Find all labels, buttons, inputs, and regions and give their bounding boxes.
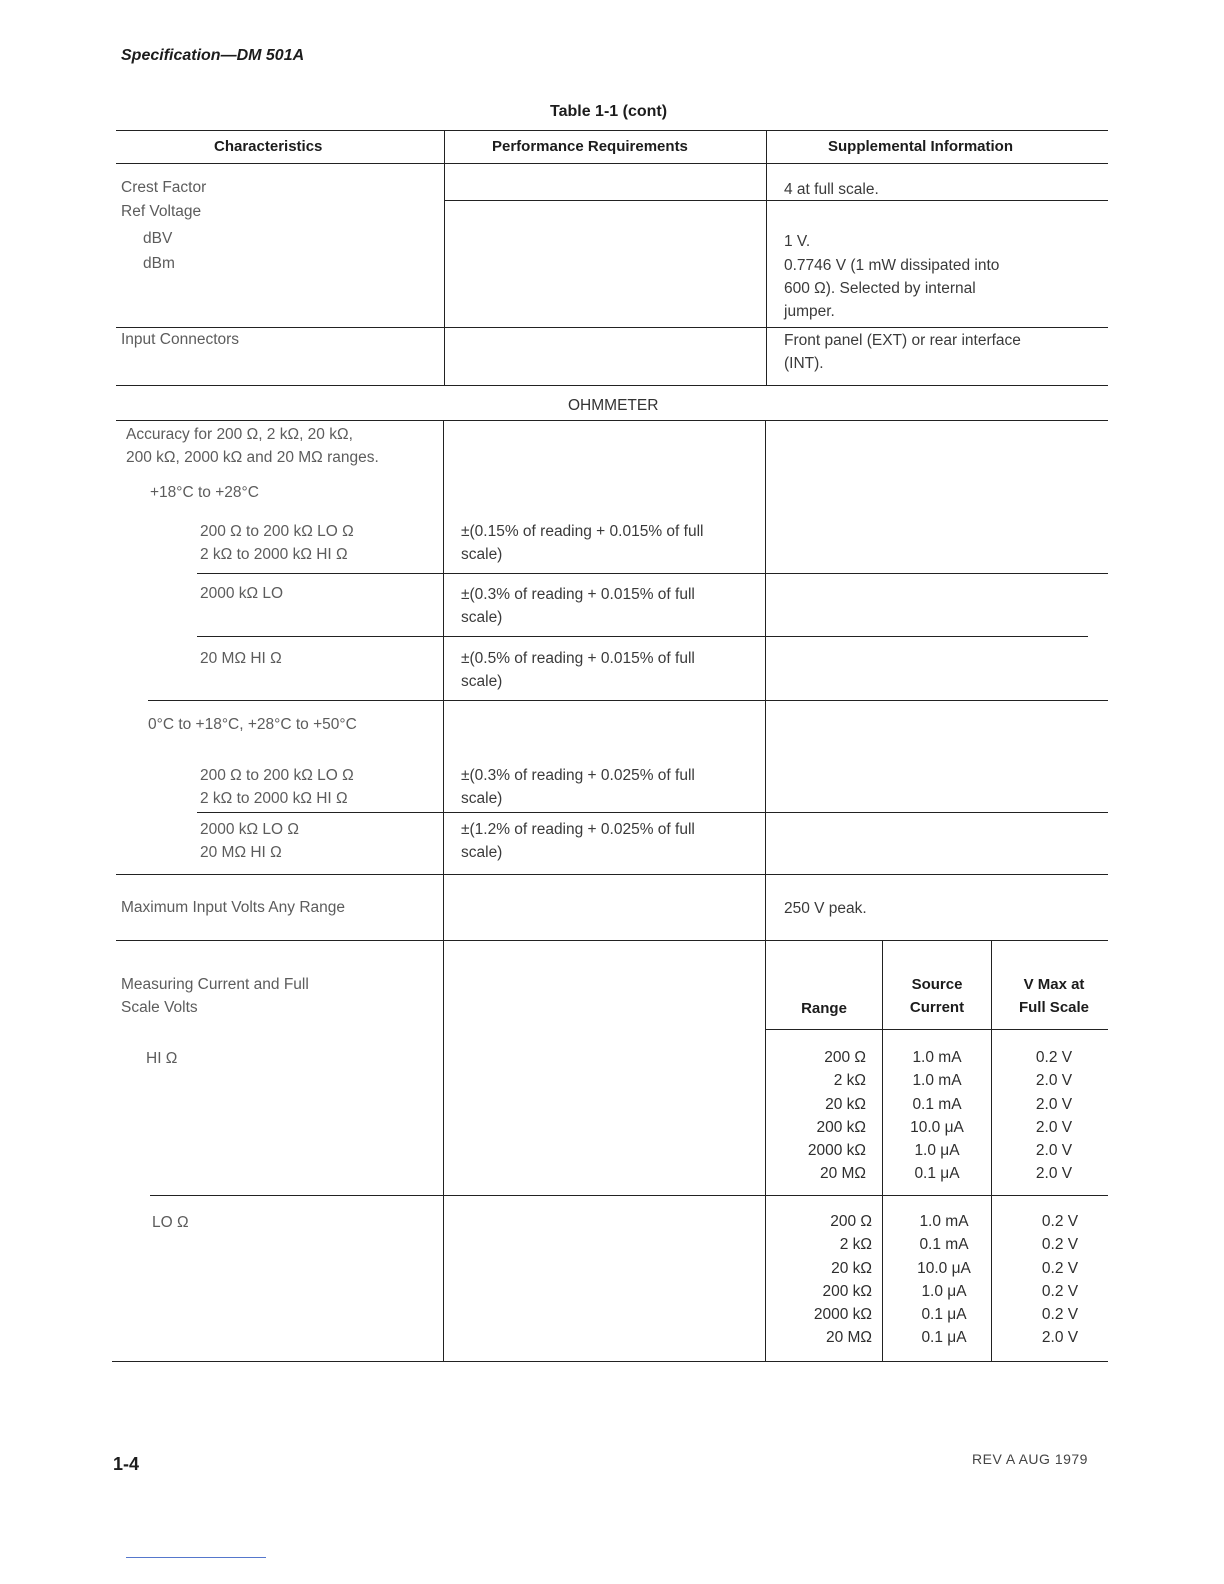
- accuracy-b1-perf: ±(0.3% of reading + 0.025% of full scale): [461, 767, 695, 807]
- input-connectors-supp: Front panel (EXT) or rear interface (INT).: [784, 332, 1021, 372]
- table-cell: 2000 kΩ: [813, 1306, 872, 1324]
- lo-ohm-label: LO Ω: [152, 1214, 189, 1231]
- accuracy-temp-range-1: +18°C to +28°C: [150, 484, 259, 501]
- ref-voltage-dbv-supp: 1 V.: [784, 233, 811, 250]
- hi-ohm-label: HI Ω: [146, 1050, 178, 1067]
- page-number: 1-4: [113, 1454, 140, 1474]
- table-cell: 1.0 mA: [912, 1049, 962, 1066]
- table-cell: 200 kΩ: [822, 1282, 872, 1300]
- table-caption: Table 1-1 (cont): [550, 103, 668, 120]
- table-cell: 20 kΩ: [825, 1095, 866, 1113]
- accuracy-a1-char: 200 Ω to 200 kΩ LO Ω 2 kΩ to 2000 kΩ HI Ω: [200, 523, 354, 563]
- table-cell: 1.0 mA: [919, 1213, 969, 1230]
- max-input-supp: 250 V peak.: [784, 900, 867, 917]
- accuracy-b2-char: 2000 kΩ LO Ω 20 MΩ HI Ω: [200, 821, 300, 861]
- table-cell: 0.2 V: [1041, 1259, 1079, 1277]
- ohmmeter-heading: OHMMETER: [568, 397, 659, 414]
- hi-vmax-column: [992, 1046, 1116, 1186]
- ref-voltage-dbv: dBV: [143, 230, 173, 247]
- table-cell: 2 kΩ: [833, 1072, 866, 1090]
- crest-factor-supp: 4 at full scale.: [784, 181, 879, 198]
- table-cell: 1.0 μA: [921, 1282, 967, 1300]
- table-cell: 20 MΩ: [819, 1165, 866, 1183]
- ref-voltage-label: Ref Voltage: [121, 203, 202, 220]
- lo-vmax-column: [998, 1210, 1122, 1350]
- table-cell: 0.2 V: [1035, 1049, 1073, 1066]
- table-cell: 1.0 mA: [912, 1072, 962, 1090]
- accuracy-a3-perf: ±(0.5% of reading + 0.015% of full scale): [461, 650, 695, 690]
- table-cell: 200 Ω: [824, 1049, 866, 1066]
- table-cell: 2.0 V: [1035, 1072, 1073, 1090]
- subheader-source-current: Source Current: [909, 976, 965, 1016]
- table-cell: 0.2 V: [1041, 1282, 1079, 1300]
- table-cell: 2.0 V: [1035, 1142, 1073, 1160]
- max-input-label: Maximum Input Volts Any Range: [121, 899, 346, 916]
- table-cell: 200 Ω: [830, 1213, 872, 1230]
- accuracy-label: Accuracy for 200 Ω, 2 kΩ, 20 kΩ, 200 kΩ, 2000 kΩ and 20 MΩ ranges.: [126, 426, 379, 466]
- column-header-performance: Performance Requirements: [492, 138, 688, 155]
- table-cell: 10.0 μA: [917, 1259, 971, 1277]
- table-cell: 20 kΩ: [831, 1259, 872, 1277]
- table-cell: 20 MΩ: [825, 1329, 872, 1347]
- scan-edge-mark: [126, 1557, 266, 1558]
- ref-voltage-dbm: dBm: [143, 255, 175, 272]
- lo-range-column: [766, 1210, 872, 1350]
- lo-current-column: [890, 1210, 998, 1350]
- accuracy-a2-char: 2000 kΩ LO: [200, 585, 284, 602]
- accuracy-a2-perf: ±(0.3% of reading + 0.015% of full scale): [461, 586, 695, 626]
- accuracy-a3-char: 20 MΩ HI Ω: [200, 650, 282, 667]
- table-cell: 10.0 μA: [910, 1118, 964, 1136]
- measuring-current-label: Measuring Current and Full Scale Volts: [121, 976, 309, 1016]
- table-cell: 0.1 μA: [921, 1306, 967, 1324]
- ref-voltage-dbm-supp: 0.7746 V (1 mW dissipated into 600 Ω). Selected by internal jumper.: [784, 257, 1000, 320]
- table-cell: 2 kΩ: [839, 1236, 872, 1254]
- table-cell: 1.0 μA: [914, 1142, 960, 1160]
- table-cell: 2.0 V: [1035, 1165, 1073, 1183]
- input-connectors-label: Input Connectors: [121, 331, 240, 348]
- subheader-range: Range: [801, 1000, 847, 1017]
- table-cell: 0.1 μA: [921, 1329, 967, 1347]
- accuracy-b1-char: 200 Ω to 200 kΩ LO Ω 2 kΩ to 2000 kΩ HI Ω: [200, 767, 354, 807]
- table-cell: 2000 kΩ: [807, 1142, 866, 1160]
- table-cell: 200 kΩ: [816, 1118, 866, 1136]
- revision-note: REV A AUG 1979: [972, 1451, 1088, 1467]
- table-cell: 0.1 mA: [919, 1236, 969, 1254]
- table-cell: 0.1 mA: [912, 1095, 962, 1113]
- table-cell: 0.2 V: [1041, 1306, 1079, 1324]
- table-cell: 0.2 V: [1041, 1213, 1079, 1230]
- column-header-supplemental: Supplemental Information: [828, 138, 1014, 155]
- table-cell: 0.1 μA: [914, 1165, 960, 1183]
- hi-current-column: [883, 1046, 991, 1186]
- accuracy-b2-perf: ±(1.2% of reading + 0.025% of full scale): [461, 821, 695, 861]
- running-header: Specification—DM 501A: [121, 47, 305, 64]
- table-cell: 2.0 V: [1035, 1118, 1073, 1136]
- accuracy-temp-range-2: 0°C to +18°C, +28°C to +50°C: [148, 716, 357, 733]
- table-cell: 0.2 V: [1041, 1236, 1079, 1254]
- crest-factor-label: Crest Factor: [121, 179, 207, 196]
- accuracy-a1-perf: ±(0.15% of reading + 0.015% of full scale): [461, 523, 704, 563]
- hi-range-column: [766, 1046, 866, 1186]
- table-cell: 2.0 V: [1035, 1095, 1073, 1113]
- subheader-vmax: V Max at Full Scale: [1018, 976, 1090, 1016]
- column-header-characteristics: Characteristics: [214, 138, 323, 155]
- table-cell: 2.0 V: [1041, 1329, 1079, 1347]
